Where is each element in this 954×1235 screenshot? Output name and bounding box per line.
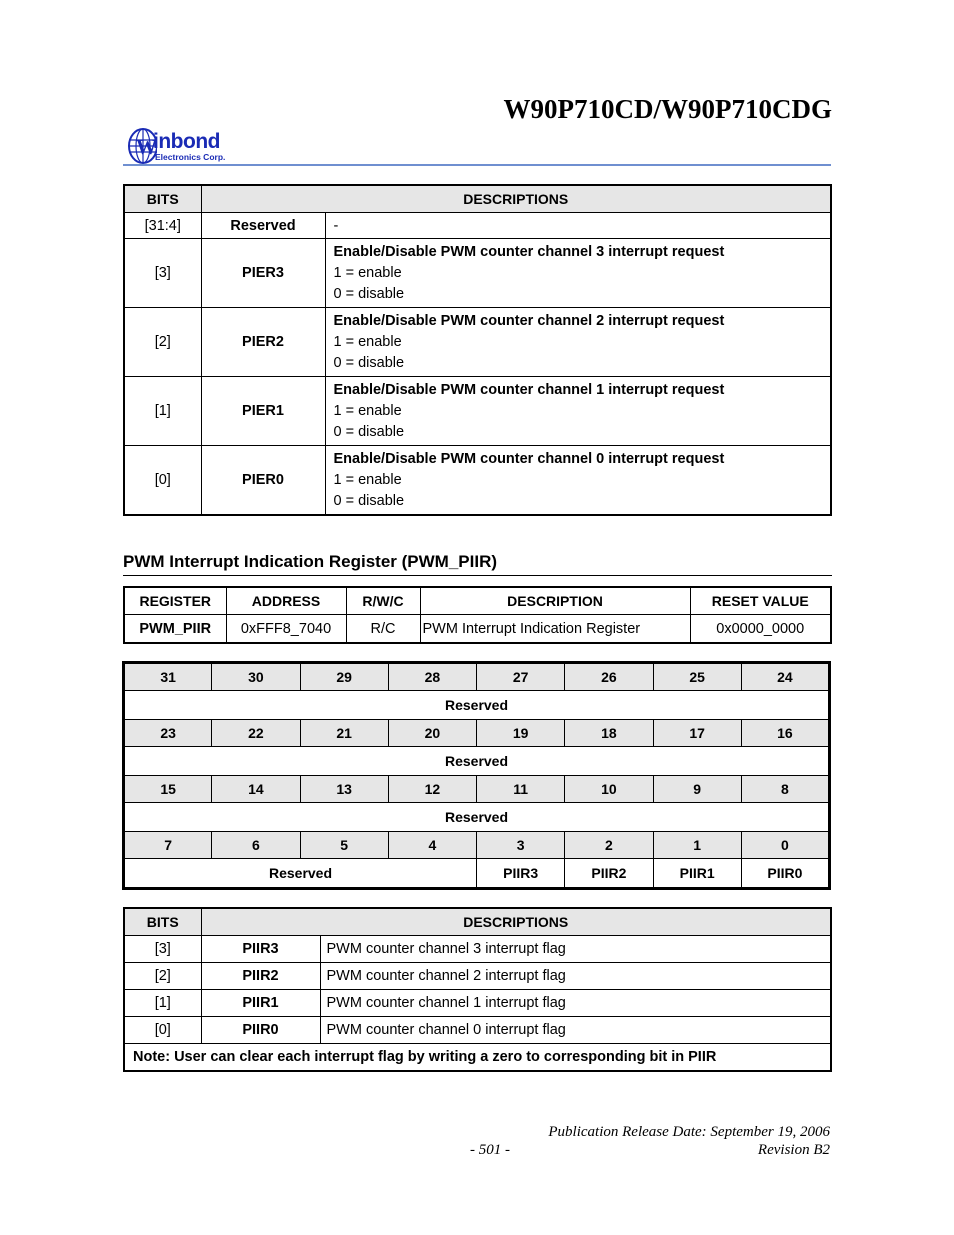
bit-field: Reserved (124, 803, 830, 832)
description-line: 0 = disable (333, 423, 405, 440)
register-table (123, 586, 832, 644)
description-line: 1 = enable (333, 264, 402, 281)
descriptions-header: DESCRIPTIONS (201, 908, 831, 936)
bits-cell: [0] (124, 446, 201, 516)
bits-cell: [3] (124, 936, 201, 963)
bit-number: 4 (388, 832, 476, 859)
field-name-cell: PIIR2 (201, 963, 320, 990)
bit-number: 30 (212, 663, 300, 691)
rwc-cell: R/C (346, 615, 420, 644)
logo-subtitle: Electronics Corp. (155, 152, 226, 162)
logo-wordmark: inbond (153, 130, 220, 153)
bit-field-row (124, 747, 830, 776)
bit-number: 7 (124, 832, 212, 859)
description-cell (325, 308, 831, 377)
bit-number: 15 (124, 776, 212, 803)
address-cell: 0xFFF8_7040 (226, 615, 346, 644)
company-logo (127, 126, 257, 166)
bit-field-row (124, 859, 830, 889)
field-name-cell: Reserved (201, 213, 325, 239)
bit-number: 26 (565, 663, 653, 691)
bit-field: Reserved (124, 691, 830, 720)
bit-number-row (124, 663, 830, 691)
table-row (124, 936, 831, 963)
note-text: Note: User can clear each interrupt flag by writing a zero to corresponding bit in PIIR (124, 1044, 831, 1072)
description-line: 1 = enable (333, 471, 402, 488)
bit-field: Reserved (124, 747, 830, 776)
description-title: Enable/Disable PWM counter channel 2 interrupt request (333, 312, 725, 329)
bits-cell: [3] (124, 239, 201, 308)
table-row (124, 213, 831, 239)
header-divider (123, 164, 831, 166)
description-line: 0 = disable (333, 285, 405, 302)
table-row (124, 963, 831, 990)
bit-number: 13 (300, 776, 388, 803)
section-title: PWM Interrupt Indication Register (PWM_PIIR) (123, 552, 498, 571)
publication-date: Publication Release Date: September 19, 2006 (548, 1124, 830, 1140)
bits-cell: [1] (124, 990, 201, 1017)
bit-number: 20 (388, 720, 476, 747)
bit-number: 0 (741, 832, 829, 859)
pier-bits-table (123, 184, 832, 516)
bit-number: 27 (477, 663, 565, 691)
table-row (124, 239, 831, 308)
description-title: Enable/Disable PWM counter channel 0 interrupt request (333, 450, 725, 467)
bit-field: PIIR2 (565, 859, 653, 889)
description-cell: PWM counter channel 0 interrupt flag (320, 1017, 831, 1044)
field-name-cell: PIIR0 (201, 1017, 320, 1044)
bit-number: 3 (477, 832, 565, 859)
description-line: 0 = disable (333, 492, 405, 509)
bit-number: 2 (565, 832, 653, 859)
note-row (124, 1044, 831, 1072)
bit-number: 12 (388, 776, 476, 803)
description-title: Enable/Disable PWM counter channel 1 interrupt request (333, 381, 725, 398)
bit-number: 10 (565, 776, 653, 803)
description-cell: PWM Interrupt Indication Register (420, 615, 690, 644)
bit-number: 14 (212, 776, 300, 803)
register-header: REGISTER (124, 587, 226, 615)
bit-number: 23 (124, 720, 212, 747)
bits-cell: [1] (124, 377, 201, 446)
bit-field: PIIR1 (653, 859, 741, 889)
bit-number-row (124, 720, 830, 747)
table-row (124, 308, 831, 377)
bits-cell: [2] (124, 963, 201, 990)
bit-number: 24 (741, 663, 829, 691)
svg-text:W: W (136, 135, 157, 159)
bit-number-row (124, 832, 830, 859)
bit-field: Reserved (124, 859, 477, 889)
field-name-cell: PIIR1 (201, 990, 320, 1017)
bit-number: 5 (300, 832, 388, 859)
bit-number: 21 (300, 720, 388, 747)
table-row (124, 990, 831, 1017)
bit-number: 17 (653, 720, 741, 747)
bit-number: 25 (653, 663, 741, 691)
register-name-cell: PWM_PIIR (124, 615, 226, 644)
bit-field-row (124, 691, 830, 720)
bit-map-table (122, 661, 831, 890)
field-name-cell: PIIR3 (201, 936, 320, 963)
bit-field-row (124, 803, 830, 832)
bit-field: PIIR0 (741, 859, 829, 889)
bit-number: 18 (565, 720, 653, 747)
field-name-cell: PIER2 (201, 308, 325, 377)
page-number: - 501 - (470, 1142, 510, 1158)
bits-cell: [0] (124, 1017, 201, 1044)
bit-number: 31 (124, 663, 212, 691)
description-cell (325, 377, 831, 446)
section-divider (123, 575, 832, 576)
bits-header: BITS (124, 908, 201, 936)
rwc-header: R/W/C (346, 587, 420, 615)
bit-number: 19 (477, 720, 565, 747)
bit-number: 1 (653, 832, 741, 859)
description-line: 1 = enable (333, 333, 402, 350)
bit-number: 8 (741, 776, 829, 803)
bit-number: 6 (212, 832, 300, 859)
bit-number-row (124, 776, 830, 803)
description-line: 1 = enable (333, 402, 402, 419)
descriptions-header: DESCRIPTIONS (201, 185, 831, 213)
description-line: 0 = disable (333, 354, 405, 371)
bits-cell: [31:4] (124, 213, 201, 239)
bits-header: BITS (124, 185, 201, 213)
bit-number: 29 (300, 663, 388, 691)
description-cell: PWM counter channel 2 interrupt flag (320, 963, 831, 990)
description-header: DESCRIPTION (420, 587, 690, 615)
reset-value-header: RESET VALUE (690, 587, 831, 615)
bit-number: 11 (477, 776, 565, 803)
description-title: Enable/Disable PWM counter channel 3 interrupt request (333, 243, 725, 260)
description-cell: - (325, 213, 831, 239)
description-cell: PWM counter channel 1 interrupt flag (320, 990, 831, 1017)
bit-number: 22 (212, 720, 300, 747)
piir-bits-table (123, 907, 832, 1072)
field-name-cell: PIER0 (201, 446, 325, 516)
table-row (124, 446, 831, 516)
description-cell (325, 239, 831, 308)
table-row (124, 1017, 831, 1044)
field-name-cell: PIER3 (201, 239, 325, 308)
address-header: ADDRESS (226, 587, 346, 615)
revision: Revision B2 (757, 1142, 830, 1158)
description-cell: PWM counter channel 3 interrupt flag (320, 936, 831, 963)
reset-value-cell: 0x0000_0000 (690, 615, 831, 644)
bit-field: PIIR3 (477, 859, 565, 889)
description-cell (325, 446, 831, 516)
document-title: W90P710CD/W90P710CDG (503, 94, 832, 124)
bits-cell: [2] (124, 308, 201, 377)
table-row (124, 377, 831, 446)
bit-number: 28 (388, 663, 476, 691)
table-row (124, 615, 831, 644)
field-name-cell: PIER1 (201, 377, 325, 446)
bit-number: 16 (741, 720, 829, 747)
bit-number: 9 (653, 776, 741, 803)
